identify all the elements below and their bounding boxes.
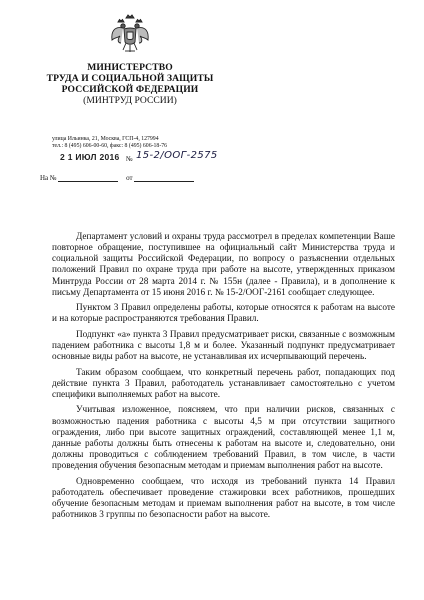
coat-of-arms-icon xyxy=(108,12,152,56)
reference-date-label: от xyxy=(126,174,133,182)
reference-date-blank xyxy=(134,174,194,182)
ministry-abbreviation: (МИНТРУД РОССИИ) xyxy=(83,95,177,106)
ministry-name-line-2: ТРУДА И СОЦИАЛЬНОЙ ЗАЩИТЫ xyxy=(46,73,214,84)
reference-number-blank xyxy=(58,174,118,182)
address-street: улица Ильинка, 21, Москва, ГСП-4, 127994 xyxy=(52,136,159,142)
ministry-name-line-1: МИНИСТЕРСТВО xyxy=(87,62,173,73)
registration-stamp xyxy=(52,150,242,168)
address-phone-fax: тел.: 8 (495) 606-00-60, факс: 8 (495) 606-18-76 xyxy=(52,143,168,149)
reference-line xyxy=(40,174,194,182)
paragraph: Учитывая изложенное, поясняем, что при наличии рисков, связанных с возможностью падения работника с высоты 4,5 м при отсутствии защитного ограждения, либо при высоте защитных ограждений, составляющей менее 1,1 м, данные работы должны быть отнесены к работам на высоте и, следовательно, они должны проводиться с соблюдением требований Правил, в том числе, в части проведения обучения безопасным методам и приемам выполнения работ на высоте. xyxy=(52,405,395,472)
paragraph: Одновременно сообщаем, что исходя из требований пункта 14 Правил работодатель обеспечивает проведение стажировки всех работников, прошедших обучение безопасным методам и приемам выполнения работ на высоте, в том числе работников 3 группы по безопасности работ на высоте. xyxy=(52,476,395,521)
reference-number-label: На № xyxy=(40,174,57,182)
letter-body xyxy=(52,232,395,526)
number-label: № xyxy=(126,155,133,163)
registration-date: 2 1 ИЮЛ 2016 xyxy=(60,152,120,162)
paragraph: Департамент условий и охраны труда рассмотрел в пределах компетенции Ваше повторное обращение, поступившее на официальный сайт Министерства труда и социальной защиты Российской Федерации, по вопросу о разъяснении отдельных положений Правил по охране труда при работе на высоте, утвержденных приказом Минтруда России от 28 марта 2014 г. № 155н (далее - Правила), и в дополнение к письму Департамента от 15 июня 2016 г. № 15-2/ООГ-2161 сообщает следующее. xyxy=(52,232,395,298)
paragraph: Пунктом 3 Правил определены работы, которые относятся к работам на высоте и на которые распространяются требования Правил. xyxy=(52,303,395,325)
paragraph: Подпункт «а» пункта 3 Правил предусматривает риски, связанные с возможным падением работника с высоты 1,8 м и более. Указанный подпункт предусматривает основные виды работ на высоте, не устанавливая их исчерпывающий перечень. xyxy=(52,329,395,363)
paragraph: Таким образом сообщаем, что конкретный перечень работ, попадающих под действие пункта 3 Правил, работодатель устанавливает самостоятельно с учетом специфики выполняемых работ на высоте. xyxy=(52,367,395,400)
ministry-name-line-3: РОССИЙСКОЙ ФЕДЕРАЦИИ xyxy=(61,84,199,95)
registration-number: 15-2/ООГ-2575 xyxy=(136,150,218,161)
ministry-address xyxy=(52,136,232,150)
letterhead xyxy=(40,12,220,106)
